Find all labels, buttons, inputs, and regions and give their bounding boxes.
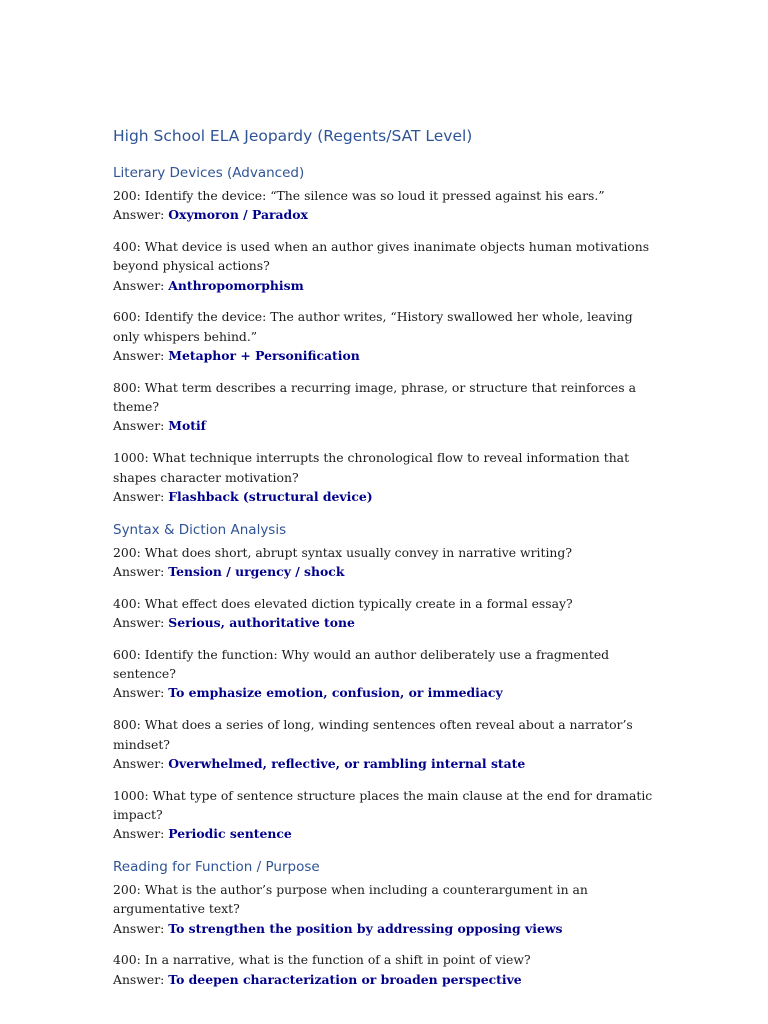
answer-prefix: Answer:	[113, 348, 169, 364]
answer-prefix: Answer:	[113, 563, 169, 579]
answer-prefix: Answer:	[113, 755, 169, 771]
answer-text: Motif	[168, 418, 207, 434]
answer-prefix: Answer:	[113, 685, 169, 701]
section	[113, 856, 658, 989]
section-heading: Literary Devices (Advanced)	[113, 165, 305, 181]
answer-text: Periodic sentence	[168, 826, 292, 842]
answer-prefix: Answer:	[113, 971, 169, 987]
answer-text: Anthropomorphism	[168, 277, 304, 293]
answer-prefix: Answer:	[113, 207, 169, 223]
answer-prefix: Answer:	[113, 488, 169, 504]
answer-text: To emphasize emotion, confusion, or immediacy	[168, 685, 503, 701]
answer-prefix: Answer:	[113, 920, 169, 936]
question-item	[113, 186, 658, 225]
question-item	[113, 786, 658, 844]
answer-line	[113, 683, 658, 702]
question-text: 600: Identify the function: Why would an author deliberately use a fragmented sentence?	[113, 646, 610, 682]
section	[113, 162, 658, 506]
question-text: 400: What effect does elevated diction typically create in a formal essay?	[113, 595, 573, 611]
answer-line	[113, 487, 658, 506]
answer-text: Overwhelmed, reflective, or rambling internal state	[168, 755, 526, 771]
document-content	[113, 124, 658, 1002]
question-text: 200: Identify the device: “The silence was so loud it pressed against his ears.”	[113, 188, 605, 203]
answer-text: Flashback (structural device)	[168, 488, 373, 504]
question-text: 1000: What type of sentence structure places the main clause at the end for dramatic impact?	[113, 787, 653, 822]
question-text: 600: Identify the device: The author writes, “History swallowed her whole, leaving only whispers behind.”	[113, 309, 633, 344]
question-item	[113, 448, 658, 506]
answer-line	[113, 416, 658, 435]
answer-line	[113, 276, 658, 295]
answer-line	[113, 562, 658, 581]
question-text: 800: What does a series of long, winding sentences often reveal about a narrator’s mindset?	[113, 717, 633, 752]
question-item	[113, 645, 658, 703]
question-text: 400: In a narrative, what is the function of a shift in point of view?	[113, 952, 531, 968]
question-item	[113, 378, 658, 436]
section-heading: Syntax & Diction Analysis	[113, 521, 287, 538]
question-item	[113, 950, 658, 989]
document-title: High School ELA Jeopardy (Regents/SAT Level)	[113, 127, 473, 145]
answer-line	[113, 346, 658, 365]
question-item	[113, 880, 658, 938]
answer-line	[113, 754, 658, 773]
question-text: 400: What device is used when an author gives inanimate objects human motivations beyond physical actions?	[113, 239, 650, 274]
question-item	[113, 715, 658, 773]
sections-container	[113, 162, 658, 989]
section	[113, 519, 658, 844]
answer-text: To strengthen the position by addressing opposing views	[168, 920, 563, 936]
answer-text: Oxymoron / Paradox	[168, 207, 308, 223]
answer-text: Metaphor + Personification	[168, 348, 360, 364]
answer-line	[113, 919, 658, 938]
answer-prefix: Answer:	[113, 615, 169, 631]
answer-prefix: Answer:	[113, 826, 169, 842]
question-item	[113, 594, 658, 633]
answer-prefix: Answer:	[113, 277, 169, 293]
answer-prefix: Answer:	[113, 418, 169, 434]
question-text: 200: What does short, abrupt syntax usually convey in narrative writing?	[113, 544, 572, 560]
answer-text: Tension / urgency / shock	[168, 563, 345, 579]
answer-line	[113, 205, 658, 224]
answer-line	[113, 824, 658, 843]
question-item	[113, 307, 658, 365]
answer-line	[113, 613, 658, 632]
question-item	[113, 543, 658, 582]
section-heading: Reading for Function / Purpose	[113, 859, 320, 876]
question-text: 200: What is the author’s purpose when including a counterargument in an argumentative text?	[113, 882, 588, 917]
question-text: 1000: What technique interrupts the chronological flow to reveal information that shapes character motivation?	[113, 450, 630, 485]
answer-text: Serious, authoritative tone	[168, 615, 355, 631]
answer-text: To deepen characterization or broaden perspective	[168, 971, 522, 987]
answer-line	[113, 970, 658, 989]
question-text: 800: What term describes a recurring image, phrase, or structure that reinforces a theme?	[113, 379, 636, 415]
question-item	[113, 237, 658, 295]
